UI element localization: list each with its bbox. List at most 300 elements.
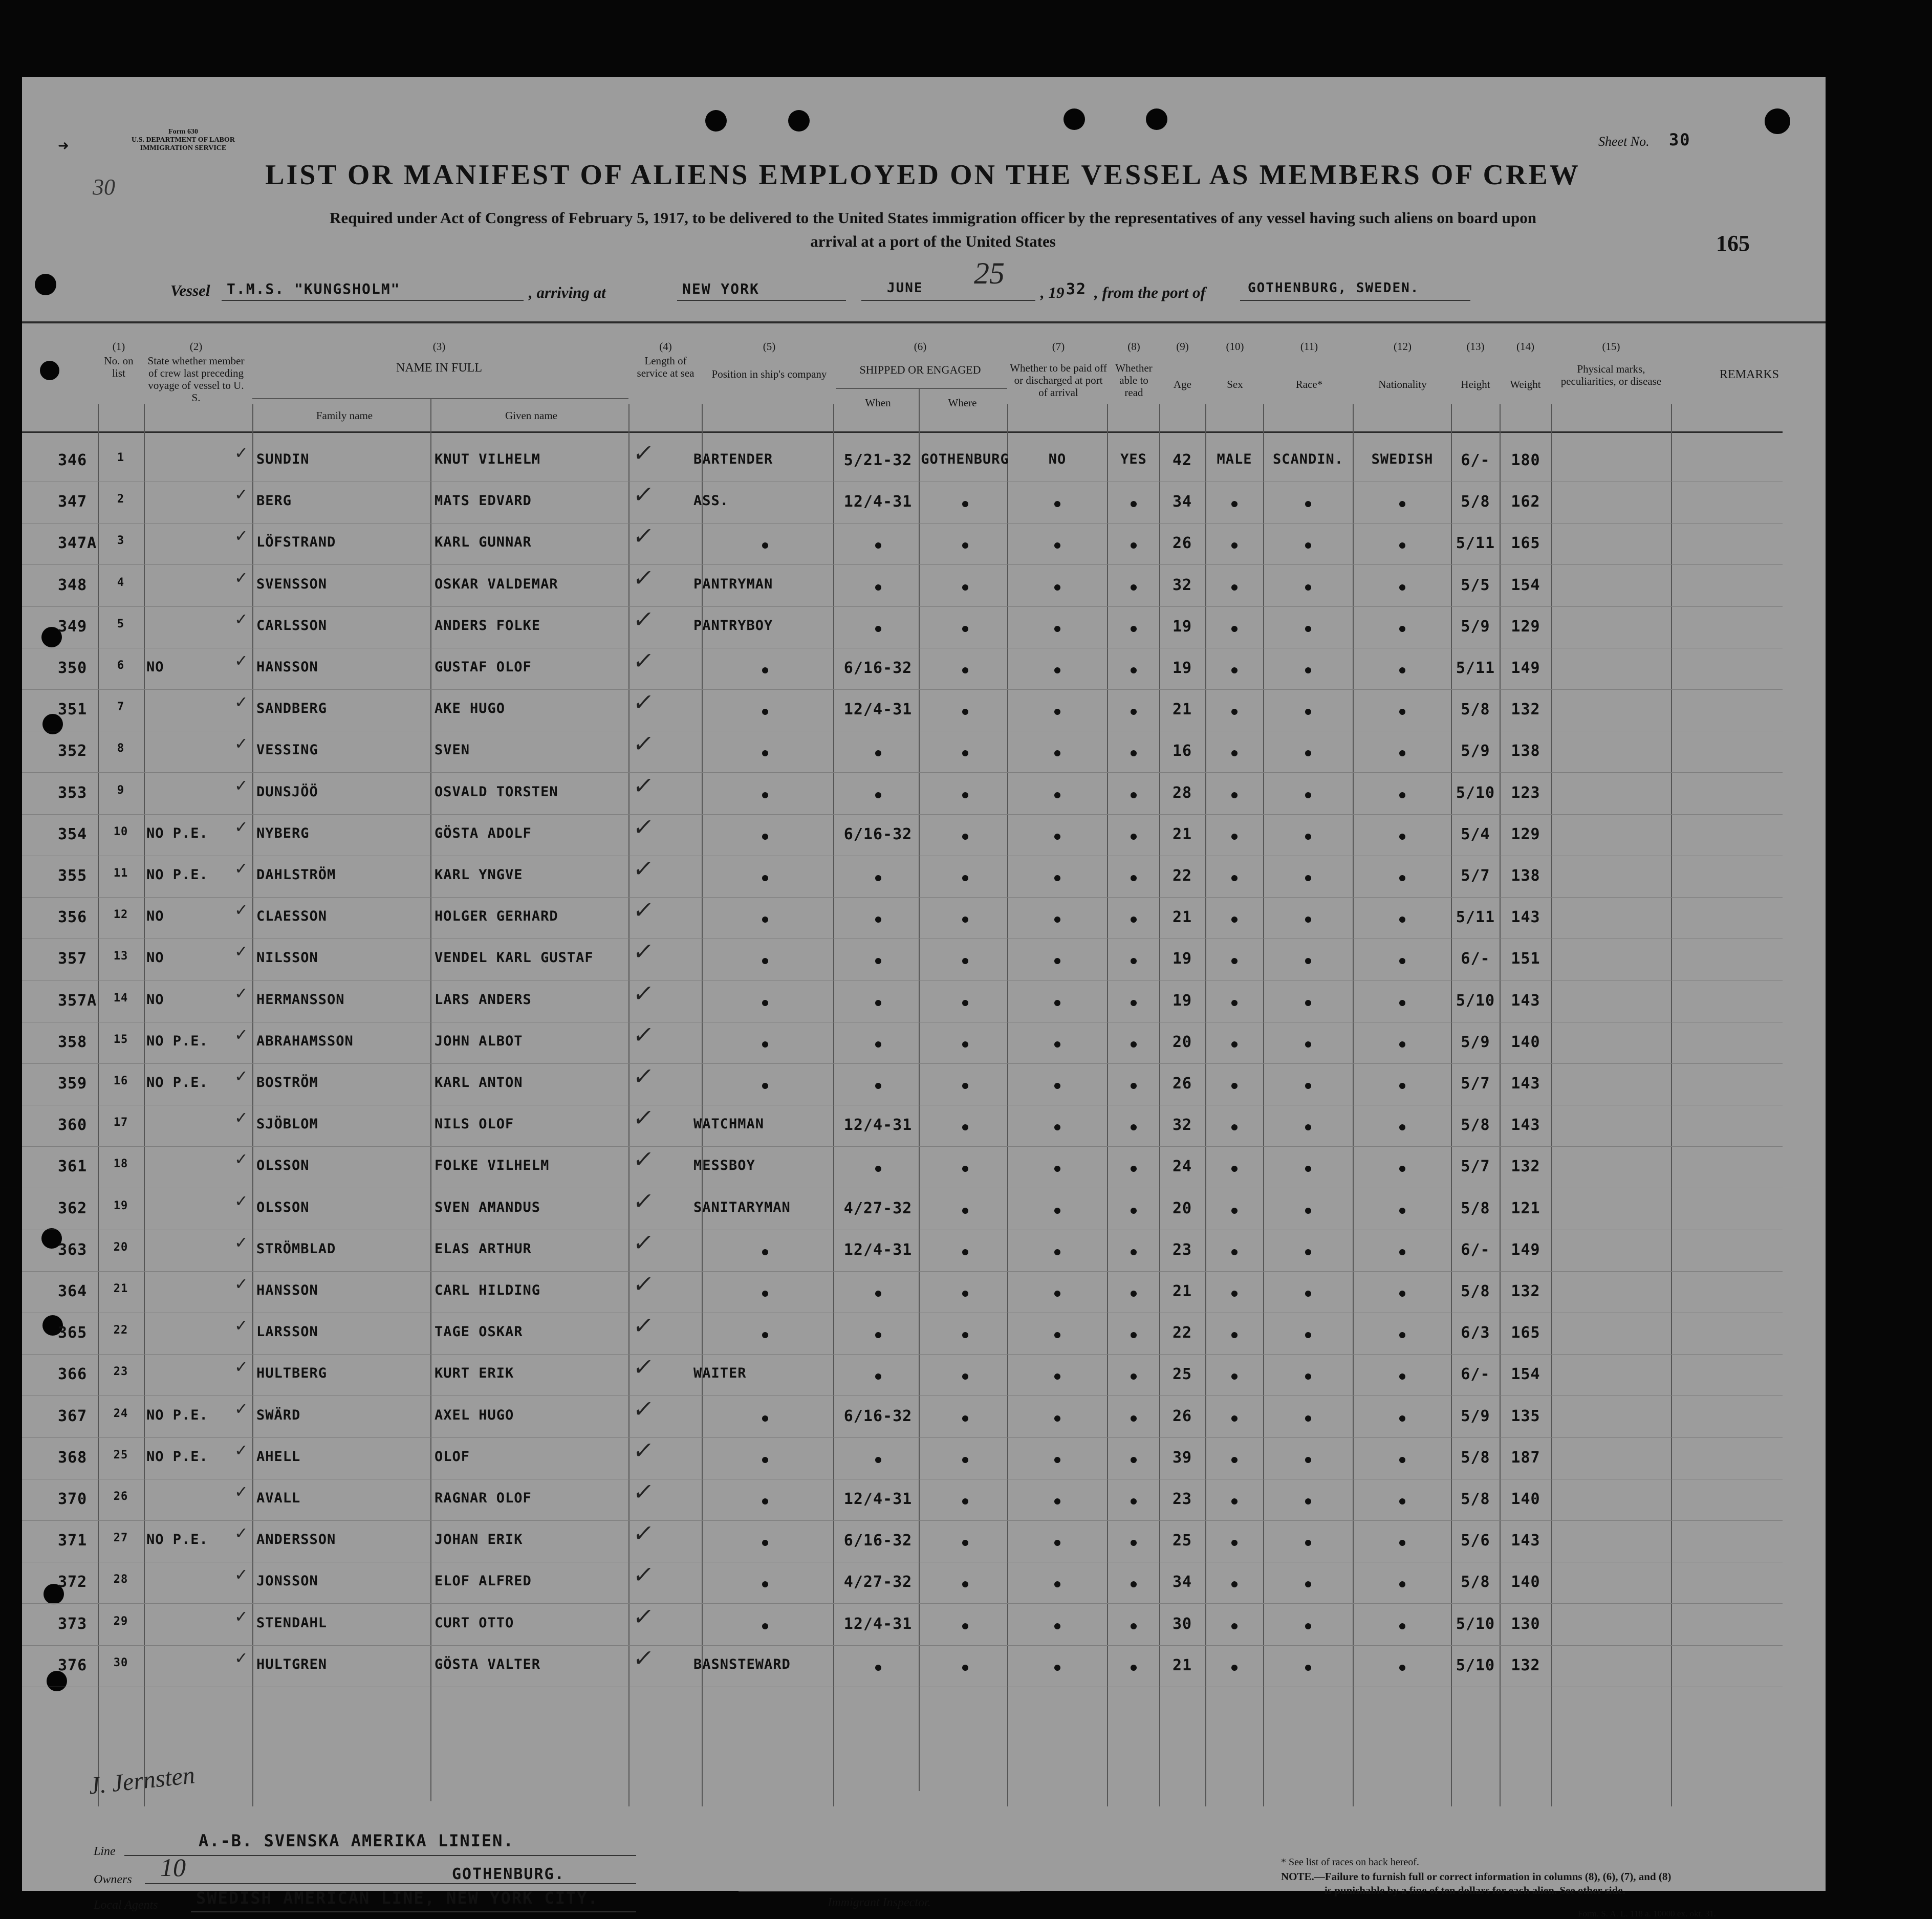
cell-margin: 371 — [58, 1532, 88, 1550]
cell-voyage: NO P.E. — [146, 867, 208, 883]
cell-no: 26 — [113, 1490, 128, 1503]
service-check-icon: ✓ — [631, 647, 656, 674]
ditto-mark — [1131, 1373, 1137, 1380]
cell-margin: 362 — [58, 1200, 88, 1217]
ditto-mark — [1231, 834, 1238, 840]
ditto-mark — [962, 1166, 968, 1172]
cell-when: 4/27-32 — [843, 1573, 913, 1591]
service-check-icon: ✓ — [631, 1436, 656, 1464]
ditto-mark — [762, 1041, 768, 1048]
ditto-mark — [1231, 958, 1238, 964]
ditto-mark — [1305, 875, 1311, 881]
ditto-mark — [962, 1457, 968, 1463]
cell-margin: 359 — [58, 1075, 88, 1093]
ditto-mark — [1305, 1166, 1311, 1172]
cell-no: 30 — [113, 1656, 128, 1669]
cell-no: 8 — [117, 742, 125, 755]
cell-height: 6/- — [1461, 950, 1490, 968]
ditto-mark — [1131, 626, 1137, 632]
cell-margin: 363 — [58, 1241, 88, 1259]
ditto-mark — [1054, 1623, 1060, 1629]
ditto-mark — [1305, 792, 1311, 798]
ditto-mark — [1231, 792, 1238, 798]
check-icon: ✓ — [234, 859, 248, 878]
cell-age: 25 — [1172, 1532, 1192, 1550]
arrival-year: 32 — [1066, 280, 1087, 298]
service-check-icon: ✓ — [631, 813, 656, 841]
cell-age: 42 — [1172, 451, 1192, 469]
page-title: LIST OR MANIFEST OF ALIENS EMPLOYED ON THE VESSEL AS MEMBERS OF CREW — [265, 159, 1580, 191]
ditto-mark — [1305, 1457, 1311, 1463]
cell-position: PANTRYBOY — [693, 618, 773, 634]
service-check-icon: ✓ — [631, 564, 656, 592]
cell-height: 5/7 — [1461, 867, 1490, 885]
cell-weight: 143 — [1511, 908, 1540, 926]
ditto-mark — [1054, 834, 1060, 840]
check-icon: ✓ — [234, 1233, 248, 1252]
punch-hole — [1063, 108, 1085, 130]
cell-margin: 354 — [58, 825, 88, 843]
ditto-mark — [1399, 1581, 1405, 1587]
ditto-mark — [962, 1498, 968, 1504]
ditto-mark — [875, 626, 881, 632]
ditto-mark — [762, 1249, 768, 1255]
cell-weight: 149 — [1511, 659, 1540, 677]
cell-weight: 143 — [1511, 1075, 1540, 1093]
ditto-mark — [1399, 1332, 1405, 1338]
cell-no: 1 — [117, 451, 125, 464]
ditto-mark — [1131, 1332, 1137, 1338]
cell-nationality: SWEDISH — [1371, 451, 1434, 467]
service-check-icon: ✓ — [631, 1353, 656, 1381]
cell-margin: 367 — [58, 1407, 88, 1425]
cell-height: 5/11 — [1456, 659, 1495, 677]
cell-given: MATS EDVARD — [435, 493, 532, 509]
cell-height: 5/8 — [1461, 493, 1490, 511]
ditto-mark — [1399, 1124, 1405, 1130]
cell-height: 5/5 — [1461, 576, 1490, 594]
check-icon: ✓ — [234, 1025, 248, 1044]
check-icon: ✓ — [234, 568, 248, 587]
ditto-mark — [1399, 1000, 1405, 1006]
cell-height: 5/10 — [1456, 992, 1495, 1010]
cell-given: RAGNAR OLOF — [435, 1490, 532, 1506]
cell-given: SVEN — [435, 742, 470, 758]
cell-when: 6/16-32 — [843, 825, 913, 843]
form-number: Form 630 — [168, 128, 198, 136]
cell-family: JONSSON — [256, 1573, 318, 1589]
cell-height: 5/8 — [1461, 1282, 1490, 1300]
cell-when: 12/4-31 — [843, 1116, 913, 1134]
cell-weight: 140 — [1511, 1490, 1540, 1508]
check-icon: ✓ — [234, 692, 248, 712]
ditto-mark — [1231, 750, 1238, 756]
ditto-mark — [1131, 1415, 1137, 1422]
cell-family: AHELL — [256, 1449, 301, 1465]
ditto-mark — [1231, 875, 1238, 881]
cell-given: ELOF ALFRED — [435, 1573, 532, 1589]
cell-voyage: NO P.E. — [146, 1532, 208, 1547]
service-check-icon: ✓ — [631, 855, 656, 882]
ditto-mark — [1131, 1124, 1137, 1130]
service-check-icon: ✓ — [631, 1561, 656, 1588]
cell-height: 5/9 — [1461, 742, 1490, 760]
cell-weight: 132 — [1511, 1282, 1540, 1300]
service-check-icon: ✓ — [631, 1145, 656, 1173]
service-check-icon: ✓ — [631, 979, 656, 1007]
cell-given: VENDEL KARL GUSTAF — [435, 950, 594, 966]
cell-position: SANITARYMAN — [693, 1200, 791, 1215]
arrival-month: JUNE — [887, 280, 923, 296]
ditto-mark — [875, 1665, 881, 1671]
cell-age: 16 — [1172, 742, 1192, 760]
service-check-icon: ✓ — [631, 439, 656, 467]
line-value: A.-B. SVENSKA AMERIKA LINIEN. — [199, 1831, 514, 1850]
ditto-mark — [1054, 875, 1060, 881]
cell-margin: 355 — [58, 867, 88, 885]
given-name-header: Given name — [505, 409, 558, 422]
cell-family: HULTBERG — [256, 1365, 328, 1381]
cell-voyage: NO — [146, 950, 164, 966]
arriving-label: , arriving at — [529, 284, 606, 301]
ditto-mark — [1131, 1249, 1137, 1255]
ditto-mark — [875, 750, 881, 756]
ditto-mark — [762, 1581, 768, 1587]
ditto-mark — [1399, 1208, 1405, 1214]
cell-no: 16 — [113, 1075, 128, 1087]
cell-voyage: NO — [146, 908, 164, 924]
cell-family: SANDBERG — [256, 701, 328, 716]
cell-given: CARL HILDING — [435, 1282, 541, 1298]
cell-age: 26 — [1172, 1407, 1192, 1425]
cell-family: OLSSON — [256, 1158, 310, 1173]
ditto-mark — [1399, 1457, 1405, 1463]
cell-height: 5/10 — [1456, 1615, 1495, 1633]
cell-height: 5/9 — [1461, 1407, 1490, 1425]
cell-when: 6/16-32 — [843, 1407, 913, 1425]
cell-margin: 370 — [58, 1490, 88, 1508]
cell-family: HANSSON — [256, 659, 318, 675]
ditto-mark — [875, 1000, 881, 1006]
ditto-mark — [1231, 1041, 1238, 1048]
ditto-mark — [1399, 1415, 1405, 1422]
col1-header: (1) No. on list — [104, 340, 134, 379]
ditto-mark — [962, 1000, 968, 1006]
cell-position: BASNSTEWARD — [693, 1656, 791, 1672]
cell-margin: 347 — [58, 493, 88, 511]
ditto-mark — [875, 958, 881, 964]
check-icon: ✓ — [234, 609, 248, 629]
cell-family: LARSSON — [256, 1324, 318, 1340]
margin-note: 30 — [93, 175, 115, 200]
cell-margin: 364 — [58, 1282, 88, 1300]
ditto-mark — [1305, 1665, 1311, 1671]
agents-value: SWEDISH AMERICAN LINE, NEW YORK CITY. — [196, 1888, 599, 1908]
ditto-mark — [1231, 1124, 1238, 1130]
ditto-mark — [1399, 1291, 1405, 1297]
cell-family: BOSTRÖM — [256, 1075, 318, 1091]
check-icon: ✓ — [234, 1565, 248, 1584]
cell-family: LÖFSTRAND — [256, 534, 336, 550]
cell-weight: 162 — [1511, 493, 1540, 511]
cell-weight: 132 — [1511, 701, 1540, 718]
cell-height: 5/7 — [1461, 1158, 1490, 1175]
cell-margin: 351 — [58, 701, 88, 718]
service-check-icon: ✓ — [631, 730, 656, 757]
ditto-mark — [1054, 1083, 1060, 1089]
ditto-mark — [762, 958, 768, 964]
check-icon: ✓ — [234, 1482, 248, 1501]
remarks-header: REMARKS — [1719, 368, 1779, 381]
check-icon: ✓ — [234, 1066, 248, 1086]
ditto-mark — [962, 1415, 968, 1422]
col7-header: (7) Whether to be paid off or discharged at port of arrival — [1010, 340, 1107, 399]
cell-given: HOLGER GERHARD — [435, 908, 558, 924]
ditto-mark — [1054, 626, 1060, 632]
cell-no: 13 — [113, 950, 128, 963]
family-name-header: Family name — [316, 409, 373, 422]
cell-voyage: NO P.E. — [146, 825, 208, 841]
cell-family: BERG — [256, 493, 292, 509]
cell-family: SUNDIN — [256, 451, 310, 467]
fine-note-line2: is punishable by a fine of ten dollars for each alien. See other side. — [1325, 1884, 1625, 1896]
cell-weight: 154 — [1511, 576, 1540, 594]
ditto-mark — [962, 958, 968, 964]
cell-given: LARS ANDERS — [435, 992, 532, 1008]
ditto-mark — [1054, 501, 1060, 507]
cell-family: ANDERSSON — [256, 1532, 336, 1547]
ditto-mark — [1054, 709, 1060, 715]
cell-margin: 358 — [58, 1033, 88, 1051]
cell-family: AVALL — [256, 1490, 301, 1506]
cell-no: 24 — [113, 1407, 128, 1420]
cell-age: 22 — [1172, 867, 1192, 885]
cell-height: 6/- — [1461, 451, 1490, 469]
ditto-mark — [962, 584, 968, 591]
cell-when: 5/21-32 — [843, 451, 913, 469]
ditto-mark — [1305, 584, 1311, 591]
cell-age: 21 — [1172, 1282, 1192, 1300]
cell-no: 7 — [117, 701, 125, 713]
ditto-mark — [962, 750, 968, 756]
arrival-day: 25 — [974, 256, 1005, 290]
cell-when: 12/4-31 — [843, 1490, 913, 1508]
ditto-mark — [1054, 584, 1060, 591]
ditto-mark — [1231, 1581, 1238, 1587]
ditto-mark — [1131, 834, 1137, 840]
ditto-mark — [1399, 1373, 1405, 1380]
cell-no: 15 — [113, 1033, 128, 1046]
check-icon: ✓ — [234, 651, 248, 670]
page-subtitle-line2: arrival at a port of the United States — [810, 232, 1056, 250]
ditto-mark — [1399, 792, 1405, 798]
ditto-mark — [1399, 1249, 1405, 1255]
cell-age: 23 — [1172, 1490, 1192, 1508]
col3-header: (3) NAME IN FULL — [396, 340, 482, 375]
cell-no: 17 — [113, 1116, 128, 1129]
cell-height: 5/8 — [1461, 701, 1490, 718]
cell-age: 34 — [1172, 1573, 1192, 1591]
cell-margin: 348 — [58, 576, 88, 594]
ditto-mark — [1305, 1373, 1311, 1380]
cell-weight: 123 — [1511, 784, 1540, 802]
ditto-mark — [1131, 542, 1137, 549]
cell-margin: 361 — [58, 1158, 88, 1175]
cell-given: AKE HUGO — [435, 701, 506, 716]
service-check-icon: ✓ — [631, 1519, 656, 1547]
cell-given: OSVALD TORSTEN — [435, 784, 558, 800]
cell-age: 32 — [1172, 1116, 1192, 1134]
cell-position: WAITER — [693, 1365, 747, 1381]
ditto-mark — [875, 875, 881, 881]
ditto-mark — [962, 917, 968, 923]
ditto-mark — [762, 1332, 768, 1338]
cell-family: NILSSON — [256, 950, 318, 966]
ditto-mark — [962, 1373, 968, 1380]
ditto-mark — [1131, 1083, 1137, 1089]
cell-no: 2 — [117, 493, 125, 506]
punch-hole — [1765, 108, 1790, 134]
ditto-mark — [1305, 1540, 1311, 1546]
ditto-mark — [1305, 1083, 1311, 1089]
service-check-icon: ✓ — [631, 1270, 656, 1298]
check-icon: ✓ — [234, 984, 248, 1003]
ditto-mark — [1131, 584, 1137, 591]
cell-height: 5/9 — [1461, 618, 1490, 636]
ditto-mark — [1054, 1041, 1060, 1048]
cell-weight: 129 — [1511, 618, 1540, 636]
cell-when: 12/4-31 — [843, 493, 913, 511]
ditto-mark — [1054, 1373, 1060, 1380]
cell-margin: 353 — [58, 784, 88, 802]
cell-family: ABRAHAMSSON — [256, 1033, 354, 1049]
ditto-mark — [1054, 1291, 1060, 1297]
cell-age: 24 — [1172, 1158, 1192, 1175]
check-icon: ✓ — [234, 942, 248, 961]
ditto-mark — [1305, 1208, 1311, 1214]
ditto-mark — [1399, 542, 1405, 549]
punch-hole — [788, 110, 810, 132]
ditto-mark — [1305, 1581, 1311, 1587]
ditto-mark — [762, 1540, 768, 1546]
ditto-mark — [762, 1000, 768, 1006]
cell-given: OLOF — [435, 1449, 470, 1465]
ditto-mark — [1131, 875, 1137, 881]
check-icon: ✓ — [234, 817, 248, 837]
cell-family: SWÄRD — [256, 1407, 301, 1423]
ditto-mark — [875, 1291, 881, 1297]
ditto-mark — [1131, 1457, 1137, 1463]
page-number: 165 — [1716, 231, 1750, 256]
cell-age: 26 — [1172, 534, 1192, 552]
cell-given: CURT OTTO — [435, 1615, 514, 1631]
cell-margin: 349 — [58, 618, 88, 636]
cell-family: CARLSSON — [256, 618, 328, 634]
manifest-sheet — [22, 77, 1826, 1918]
cell-age: 39 — [1172, 1449, 1192, 1467]
ditto-mark — [1131, 1581, 1137, 1587]
form-department-block — [101, 128, 265, 152]
cell-height: 5/10 — [1456, 1656, 1495, 1674]
service-check-icon: ✓ — [631, 688, 656, 716]
cell-no: 22 — [113, 1324, 128, 1337]
cell-margin: 373 — [58, 1615, 88, 1633]
ditto-mark — [962, 1249, 968, 1255]
cell-family: DAHLSTRÖM — [256, 867, 336, 883]
ditto-mark — [1054, 1000, 1060, 1006]
cell-no: 9 — [117, 784, 125, 797]
service-check-icon: ✓ — [631, 896, 656, 924]
ditto-mark — [1231, 1498, 1238, 1504]
ditto-mark — [1305, 834, 1311, 840]
cell-margin: 347A — [58, 534, 97, 552]
cell-age: 21 — [1172, 701, 1192, 718]
cell-margin: 346 — [58, 451, 88, 469]
cell-position: MESSBOY — [693, 1158, 755, 1173]
cell-height: 5/6 — [1461, 1532, 1490, 1550]
cell-given: TAGE OSKAR — [435, 1324, 523, 1340]
cell-height: 5/10 — [1456, 784, 1495, 802]
ditto-mark — [1399, 1665, 1405, 1671]
col9-header: (9) Age — [1174, 340, 1191, 390]
check-icon: ✓ — [234, 1108, 248, 1127]
service-check-icon: ✓ — [631, 1021, 656, 1049]
cell-margin: 356 — [58, 908, 88, 926]
cell-no: 20 — [113, 1241, 128, 1254]
cell-no: 4 — [117, 576, 125, 589]
cell-family: SVENSSON — [256, 576, 328, 592]
ditto-mark — [1054, 667, 1060, 673]
cell-given: JOHAN ERIK — [435, 1532, 523, 1547]
ditto-mark — [1399, 667, 1405, 673]
cell-given: GÖSTA VALTER — [435, 1656, 541, 1672]
ditto-mark — [1305, 1498, 1311, 1504]
ditto-mark — [1231, 1083, 1238, 1089]
ditto-mark — [962, 626, 968, 632]
ditto-mark — [1054, 958, 1060, 964]
cell-no: 12 — [113, 908, 128, 921]
ditto-mark — [1399, 1083, 1405, 1089]
ditto-mark — [1054, 917, 1060, 923]
cell-no: 21 — [113, 1282, 128, 1295]
col15-header: (15) Physical marks, peculiarities, or disease — [1560, 340, 1662, 387]
ditto-mark — [1231, 1373, 1238, 1380]
fine-note-line1: NOTE.—Failure to furnish full or correct information in columns (8), (6), (7), and (8) — [1281, 1870, 1671, 1883]
col5-header: (5) Position in ship's company — [711, 340, 827, 380]
agents-label: Local Agents — [94, 1899, 158, 1912]
ditto-mark — [1131, 667, 1137, 673]
departure-port: GOTHENBURG, SWEDEN. — [1248, 280, 1420, 296]
ditto-mark — [875, 542, 881, 549]
ditto-mark — [1131, 1166, 1137, 1172]
check-icon: ✓ — [234, 776, 248, 795]
cell-no: 3 — [117, 534, 125, 547]
ditto-mark — [1399, 501, 1405, 507]
cell-position: BARTENDER — [693, 451, 773, 467]
cell-age: 30 — [1172, 1615, 1192, 1633]
service-check-icon: ✓ — [631, 1478, 656, 1506]
ditto-mark — [1231, 1415, 1238, 1422]
cell-age: 25 — [1172, 1365, 1192, 1383]
service-check-icon: ✓ — [631, 772, 656, 799]
ditto-mark — [1305, 542, 1311, 549]
cell-no: 25 — [113, 1449, 128, 1462]
owners-label: Owners — [94, 1873, 132, 1886]
cell-height: 6/- — [1461, 1241, 1490, 1259]
cell-where: GOTHENBURG — [921, 451, 1009, 467]
ditto-mark — [875, 1373, 881, 1380]
cell-family: NYBERG — [256, 825, 310, 841]
